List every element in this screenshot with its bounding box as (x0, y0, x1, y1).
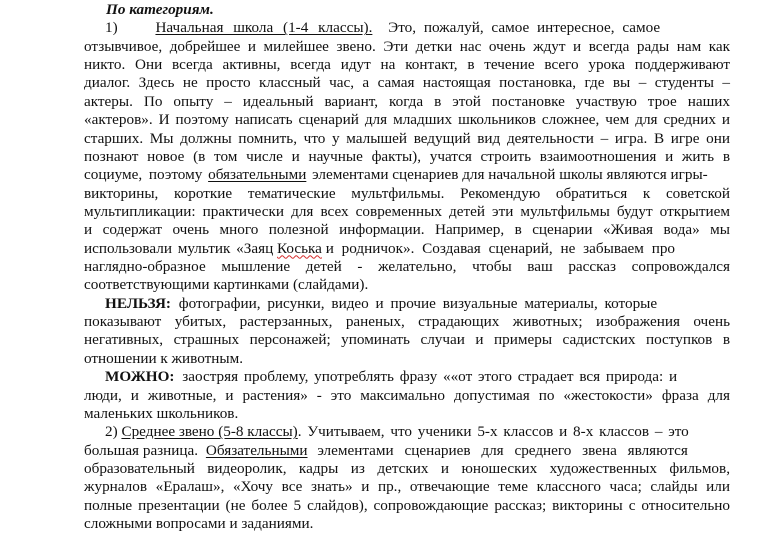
paragraph-text: отношении к животным. (84, 349, 244, 367)
paragraph-line (84, 203, 730, 221)
paragraph-text: «от этого страдает вся природа: и (450, 368, 678, 386)
paragraph-line (84, 93, 730, 111)
paragraph-text: наглядно-образное мышление детей - желательно, чтобы ваш рассказ сопровождался (84, 258, 730, 275)
paragraph-text: элементами сценариев для среднего звена являются (317, 441, 688, 459)
paragraph-line (84, 221, 730, 239)
paragraph-text: Это, пожалуй, самое интересное, самое (388, 19, 661, 37)
subsection-title: Начальная школа (1-4 классы). (155, 19, 373, 37)
paragraph-text: и содержат очень много полезной информации. Например, в сценарии «Живая вода» мы (84, 221, 730, 239)
list-number: 2) (105, 423, 118, 441)
section-heading-line (84, 1, 730, 19)
spellcheck-word: Коська (277, 239, 322, 257)
paragraph-text: элементами сценариев для начальной школы являются игры- (312, 166, 708, 184)
paragraph-text: использовали мультик «Заяц (84, 239, 274, 257)
paragraph-text: «актеров». И поэтому написать сценарий для младших школьников сложнее, чем для средних и (84, 111, 730, 129)
paragraph-line (84, 460, 730, 478)
paragraph-text: образовательный видеоролик, кадры из детских и юношеских художественных фильмов, (84, 459, 730, 477)
bold-label: НЕЛЬЗЯ: (105, 294, 171, 312)
underlined-word: Обязательными (205, 441, 308, 459)
paragraph-line (84, 368, 730, 386)
subsection-title: Среднее звено (5-8 классы) (121, 423, 298, 441)
paragraph-text: люди, и животные, и растения» - это максимально допустимая по «жестокости» фраза для (84, 386, 730, 404)
paragraph-line (84, 497, 730, 515)
paragraph-line (84, 276, 730, 294)
paragraph-line (84, 240, 730, 258)
paragraph-text: соответствующими картинками (слайдами). (84, 276, 369, 294)
bold-label: МОЖНО: (105, 368, 175, 386)
underlined-word: обязательными (208, 166, 307, 184)
paragraph-text: старших. Мы должны помнить, что у малышей ведущий вид деятельности – игра. В игре они (84, 129, 730, 147)
paragraph-line (84, 19, 730, 37)
paragraph-text: актеры. По опыту – идеальный вариант, когда в этой постановке участвую трое наших (84, 92, 730, 110)
paragraph-line (84, 313, 730, 331)
paragraph-text: . Учитываем, что ученики 5-х классов и 8-х классов – это (297, 423, 689, 441)
paragraph-line (84, 74, 730, 92)
paragraph-line (84, 387, 730, 405)
paragraph-line (84, 331, 730, 349)
list-number: 1) (105, 19, 118, 37)
paragraph-line (84, 350, 730, 368)
paragraph-line (84, 442, 730, 460)
paragraph-line (84, 111, 730, 129)
paragraph-text: никто. Они всегда активны, всегда идут на контакт, в течение всего урока поддерживают (84, 56, 730, 74)
paragraph-line (84, 423, 730, 441)
paragraph-text: отзывчивое, добрейшее и милейшее звено. Эти детки нас очень ждут и всегда рады нам как (84, 37, 730, 55)
paragraph-line (84, 130, 730, 148)
paragraph-text: викторины, короткие тематические мультфильмы. Рекомендую обратиться к советской (84, 184, 730, 202)
paragraph-line (84, 258, 730, 276)
paragraph-text: полные презентации (не более 5 слайдов), сопровождающие рассказ; викторины с относительно (84, 496, 730, 514)
paragraph-text: сложными вопросами и заданиями. (84, 515, 314, 532)
paragraph-text: фотографии, рисунки, видео и прочие визуальные материалы, которые (178, 294, 658, 312)
paragraph-text: негативных, страшных персонажей; упоминать случаи и примеры садистских поступков в (84, 331, 730, 349)
section-heading: По категориям. (106, 1, 214, 18)
paragraph-text: показывают убитых, растерзанных, раненых, страдающих животных; изображения очень (84, 313, 730, 331)
paragraph-line (84, 148, 730, 166)
paragraph-text: и родничок». Создавая сценарий, не забываем про (325, 239, 676, 257)
paragraph-line (84, 295, 730, 313)
paragraph-line (84, 38, 730, 56)
paragraph-line (84, 515, 730, 533)
paragraph-line (84, 56, 730, 74)
paragraph-text: мультипликации: практически для всех современных детей эти мультфильмы будут открытием (84, 202, 730, 220)
paragraph-text: большая разница. (84, 441, 199, 459)
paragraph-text: маленьких школьников. (84, 404, 239, 422)
paragraph-text: журналов «Ералаш», «Хочу все знать» и пр., отвечающие теме классного часа; слайды или (84, 478, 730, 496)
paragraph-line (84, 405, 730, 423)
paragraph-text: познают новое (в том числе и научные факты), учатся строить взаимоотношения и жить в (84, 147, 730, 165)
paragraph-text: диалог. Здесь не просто классный час, а самая настоящая постановка, где вы – студенты – (84, 74, 730, 92)
paragraph-line (84, 478, 730, 496)
paragraph-text: заостряя проблему, употреблять фразу « (182, 368, 451, 386)
paragraph-line (84, 185, 730, 203)
paragraph-text: социуме, поэтому (84, 166, 203, 184)
paragraph-line (84, 166, 730, 184)
